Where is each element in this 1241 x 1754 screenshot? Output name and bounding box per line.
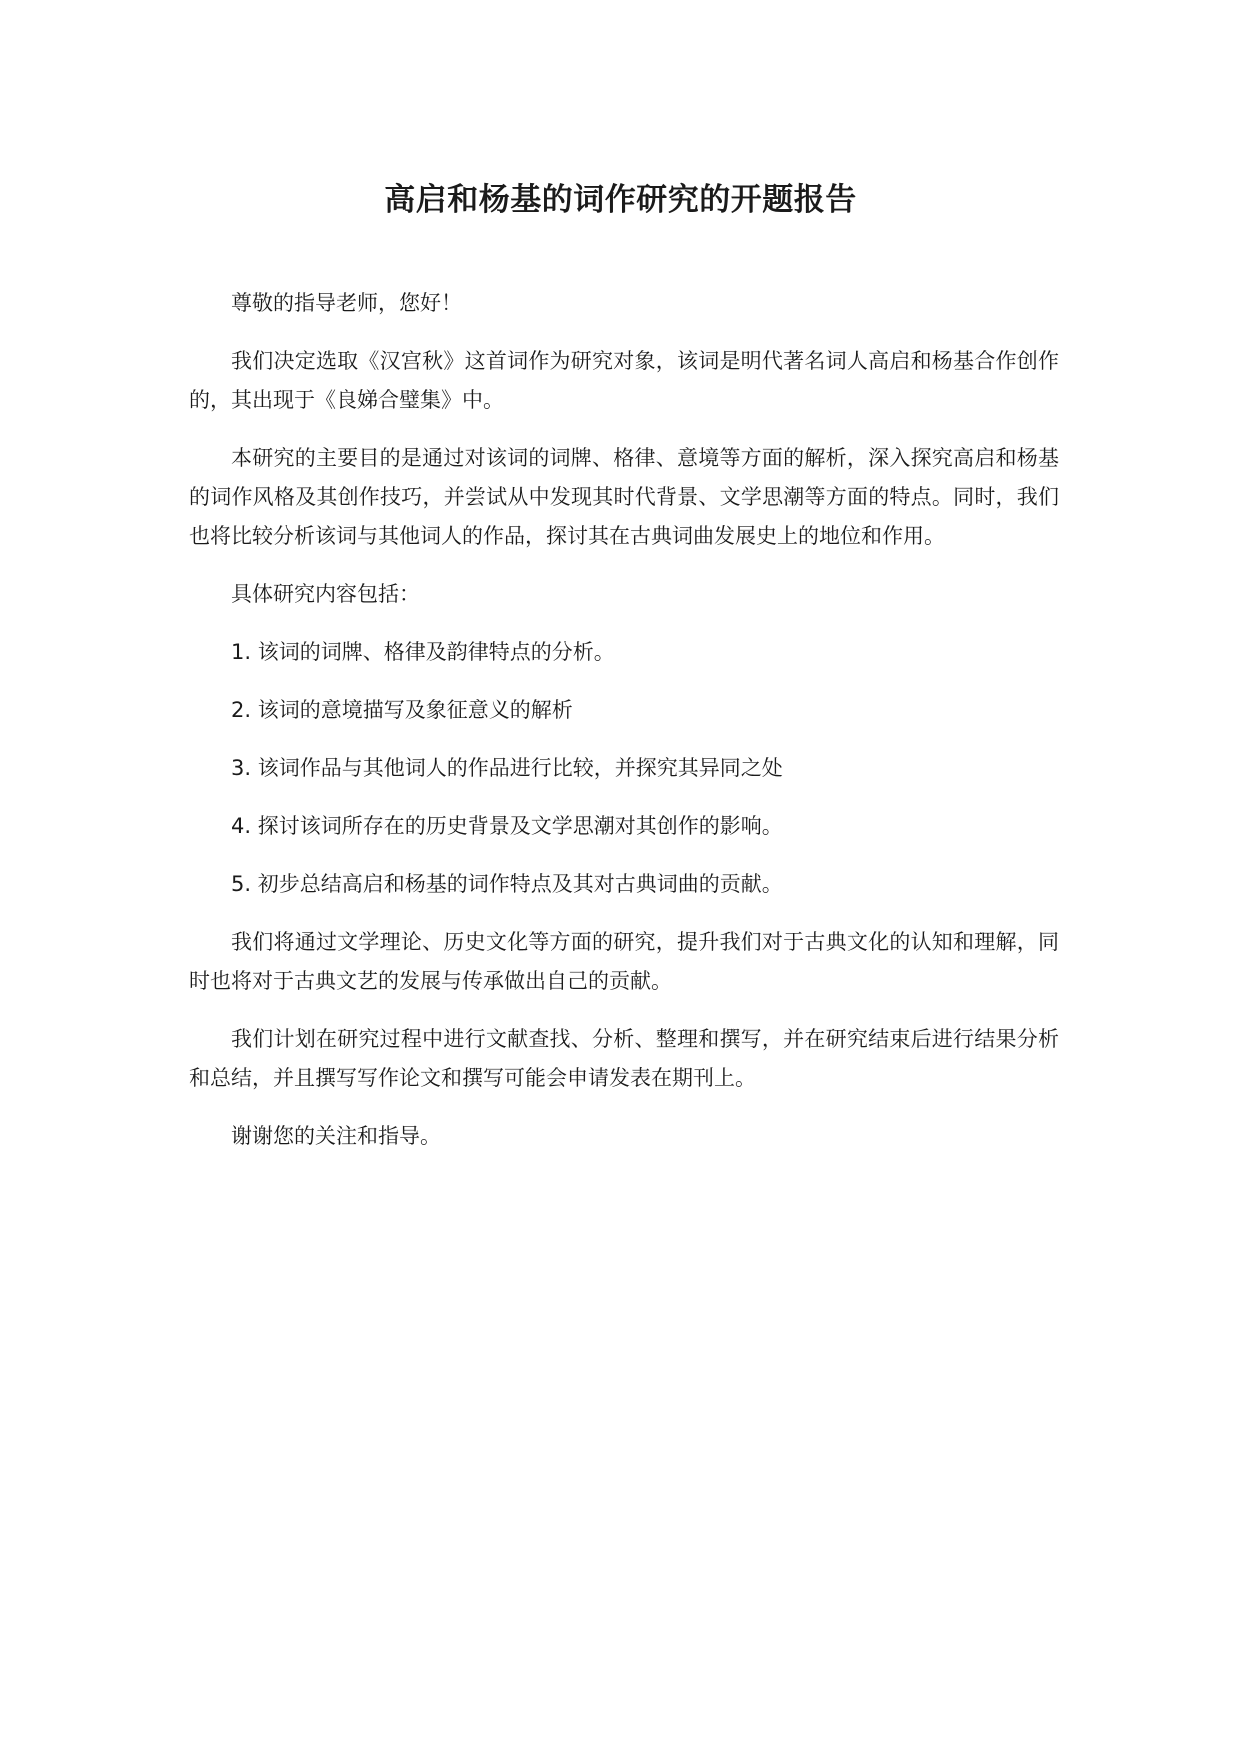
paragraph-intro: 我们决定选取《汉宫秋》这首词作为研究对象，该词是明代著名词人高启和杨基合作创作的，其出现于《良娣合璧集》中。 xyxy=(189,349,1059,412)
paragraph-plan: 我们计划在研究过程中进行文献查找、分析、整理和撰写，并在研究结束后进行结果分析和总结，并且撰写写作论文和撰写可能会申请发表在期刊上。 xyxy=(189,1027,1059,1090)
document-title: 高启和杨基的词作研究的开题报告 xyxy=(384,182,857,218)
list-intro: 具体研究内容包括： xyxy=(231,582,420,606)
list-item: 1. 该词的词牌、格律及韵律特点的分析。 xyxy=(231,640,615,664)
list-item: 3. 该词作品与其他词人的作品进行比较，并探究其异同之处 xyxy=(231,756,783,780)
list-item: 4. 探讨该词所存在的历史背景及文学思潮对其创作的影响。 xyxy=(231,814,783,838)
closing-thanks: 谢谢您的关注和指导。 xyxy=(231,1124,441,1148)
list-item: 2. 该词的意境描写及象征意义的解析 xyxy=(231,698,573,722)
greeting: 尊敬的指导老师，您好！ xyxy=(231,291,462,315)
document-body xyxy=(189,284,1059,1175)
paragraph-purpose: 本研究的主要目的是通过对该词的词牌、格律、意境等方面的解析，深入探究高启和杨基的词作风格及其创作技巧，并尝试从中发现其时代背景、文学思潮等方面的特点。同时，我们也将比较分析该词与其他词人的作品，探讨其在古典词曲发展史上的地位和作用。 xyxy=(189,446,1059,548)
paragraph-method: 我们将通过文学理论、历史文化等方面的研究，提升我们对于古典文化的认知和理解，同时也将对于古典文艺的发展与传承做出自己的贡献。 xyxy=(189,930,1059,993)
list-item: 5. 初步总结高启和杨基的词作特点及其对古典词曲的贡献。 xyxy=(231,872,783,896)
